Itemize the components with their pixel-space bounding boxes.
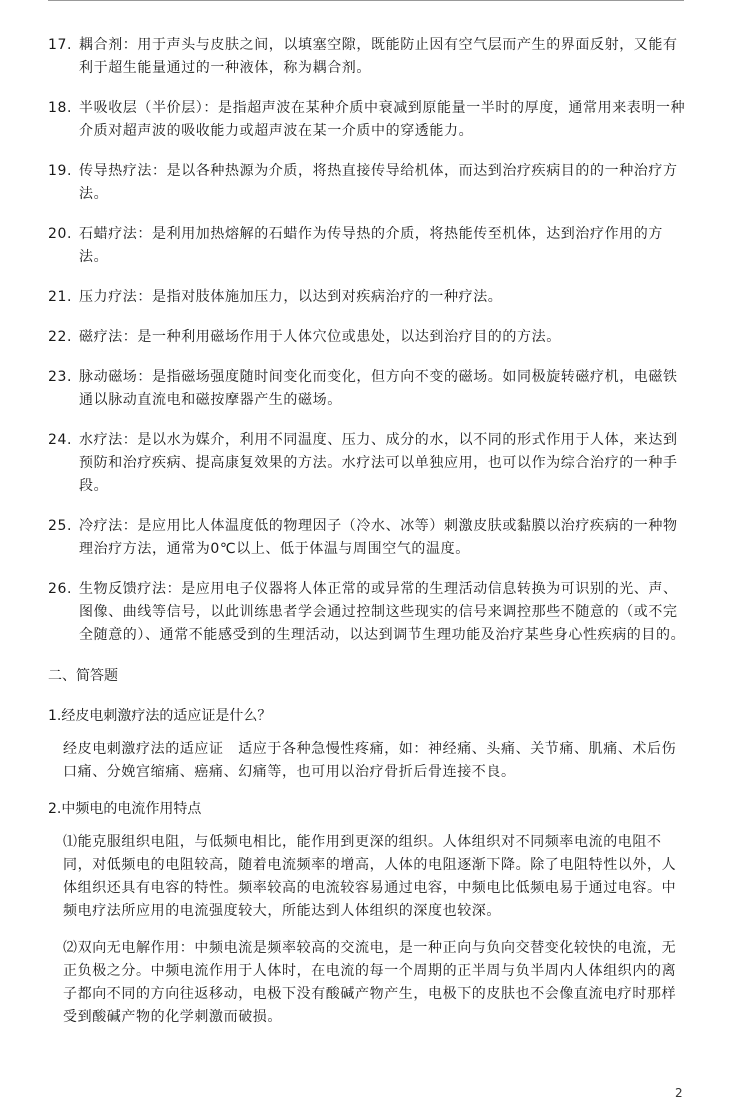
definition-item: 23. 脉动磁场：是指磁场强度随时间变化而变化，但方向不变的磁场。如同极旋转磁疗机，电磁铁通以脉动直流电和磁按摩器产生的磁场。 [48,369,678,408]
definition-item: 20. 石蜡疗法：是利用加热熔解的石蜡作为传导热的介质，将热能传至机体，达到治疗作用的方法。 [48,226,663,265]
answer-2-part-2: ⑵双向无电解作用：中频电流是频率较高的交流电，是一种正向与负向交替变化较快的电流，无正负极之分。中频电流作用于人体时，在电流的每一个周期的正半周与负半周内人体组织内的离子都向不同的方向往返移动，电极下没有酸碱产物产生，电极下的皮肤也不会像直流电疗时那样受到酸碱产物的化学刺激而破损。 [63,940,677,1025]
answer-1: 经皮电刺激疗法的适应证 适应于各种急慢性疼痛，如：神经痛、头痛、关节痛、肌痛、术后伤口痛、分娩宫缩痛、癌痛、幻痛等，也可用以治疗骨折后骨连接不良。 [63,741,677,780]
definition-item: 24. 水疗法：是以水为媒介，利用不同温度、压力、成分的水，以不同的形式作用于人体，来达到预防和治疗疾病、提高康复效果的方法。水疗法可以单独应用，也可以作为综合治疗的一种手段。 [48,432,678,494]
definition-item: 18. 半吸收层（半价层）：是指超声波在某种介质中衰减到原能量一半时的厚度，通常用来表明一种介质对超声波的吸收能力或超声波在某一介质中的穿透能力。 [48,100,686,139]
answer-2-part-1: ⑴能克服组织电阻，与低频电相比，能作用到更深的组织。人体组织对不同频率电流的电阻不同，对低频电的电阻较高，随着电流频率的增高，人体的电阻逐渐下降。除了电阻特性以外，人体组织还具有电容的特性。频率较高的电流较容易通过电容，中频电比低频电易于通过电容。中频电疗法所应用的电流强度较大，所能达到人体组织的深度也较深。 [63,834,677,919]
top-rule [48,0,684,1]
page-number: 2 [675,1086,683,1100]
definition-item: 19. 传导热疗法：是以各种热源为介质，将热直接传导给机体，而达到治疗疾病目的的一种治疗方法。 [48,163,678,202]
document-page [48,34,688,1043]
section-heading: 二、简答题 [48,668,118,684]
question-2: 2.中频电的电流作用特点 [48,801,202,817]
definition-item: 22. 磁疗法：是一种利用磁场作用于人体穴位或患处，以达到治疗目的的方法。 [48,329,561,345]
definition-item: 25. 冷疗法：是应用比人体温度低的物理因子（冷水、冰等）刺激皮肤或黏膜以治疗疾病的一种物理治疗方法，通常为0℃以上、低于体温与周围空气的温度。 [48,518,678,557]
question-1: 1.经皮电刺激疗法的适应证是什么？ [48,708,272,724]
definition-item: 21. 压力疗法：是指对肢体施加压力，以达到对疾病治疗的一种疗法。 [48,289,503,305]
definition-item: 17. 耦合剂：用于声头与皮肤之间，以填塞空隙，既能防止因有空气层而产生的界面反射，又能有利于超生能量通过的一种液体，称为耦合剂。 [48,37,678,76]
definition-item: 26. 生物反馈疗法：是应用电子仪器将人体正常的或异常的生理活动信息转换为可识别的光、声、图像、曲线等信号，以此训练患者学会通过控制这些现实的信号来调控那些不随意的（或不完全随意的）、通常不能感受到的生理活动，以达到调节生理功能及治疗某些身心性疾病的目的。 [48,581,686,643]
